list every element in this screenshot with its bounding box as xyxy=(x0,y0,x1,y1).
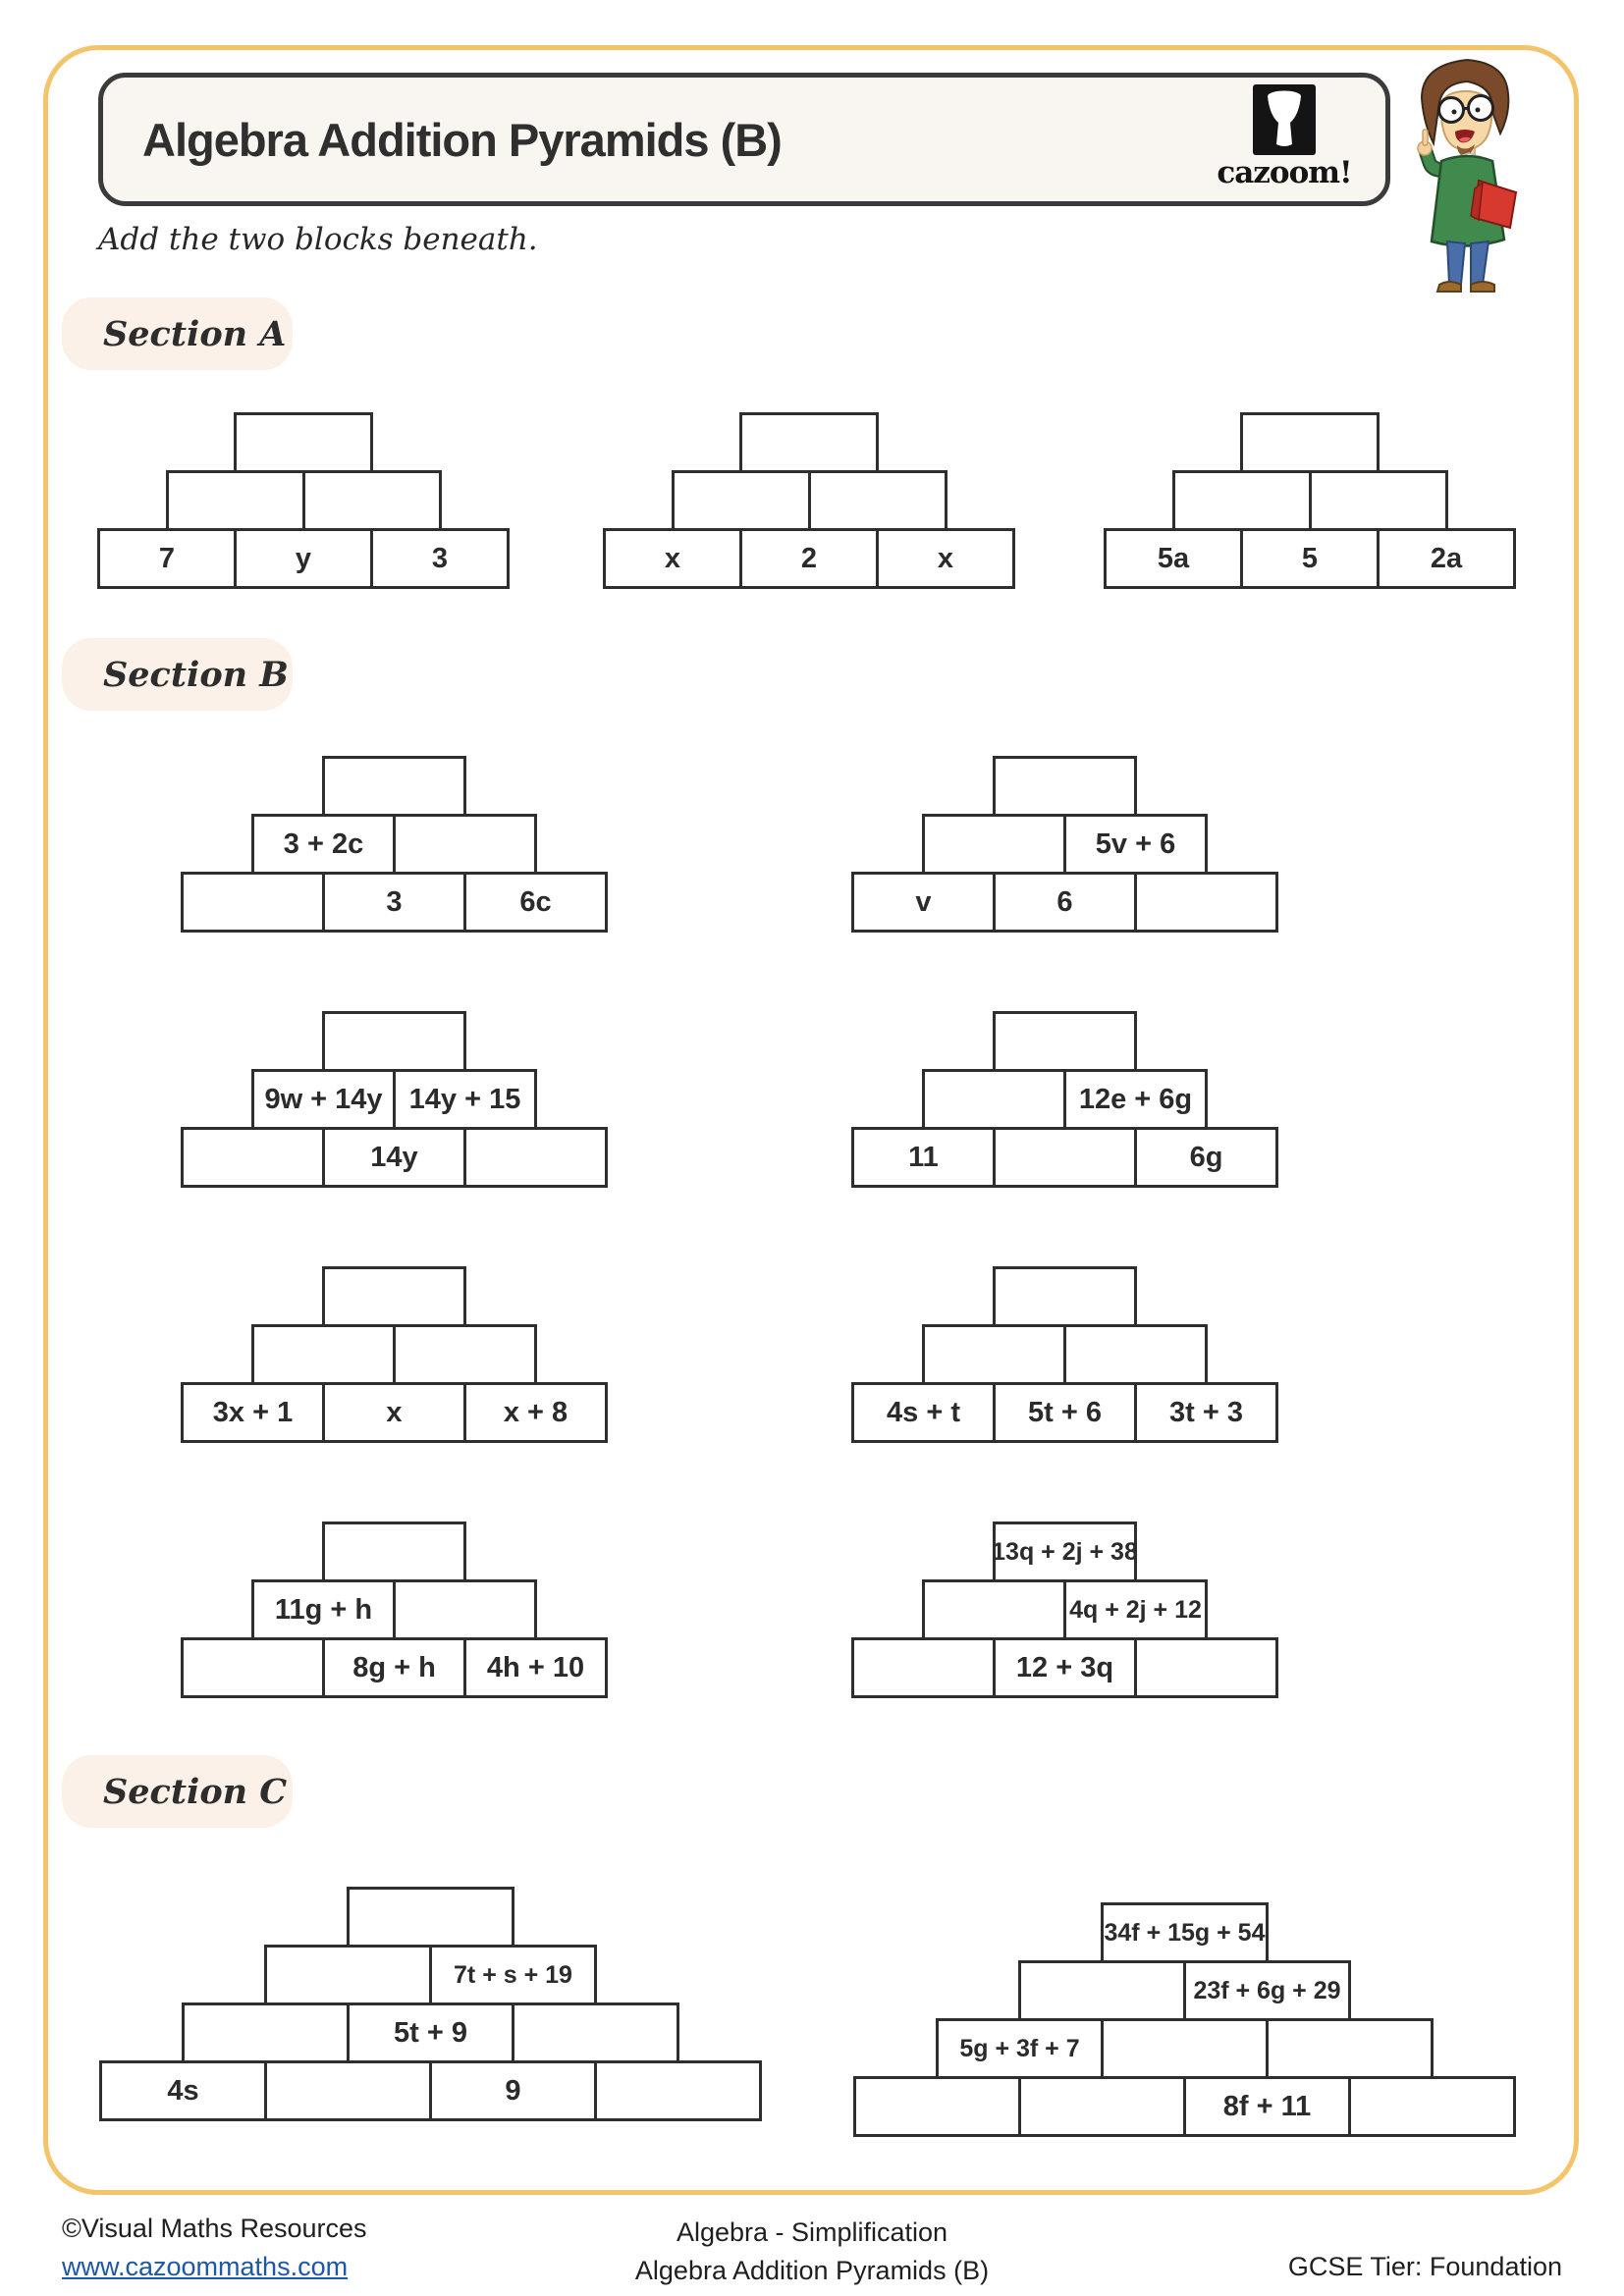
instruction-text: Add the two blocks beneath. xyxy=(98,222,538,257)
pyramid-cell-empty xyxy=(393,1579,537,1640)
pyramid-cell-empty xyxy=(463,1127,608,1188)
pyramid-row xyxy=(993,1522,1137,1582)
pyramid-cell-filled: 11 xyxy=(851,1127,996,1188)
pyramid-row xyxy=(181,872,608,933)
pyramid-cell-filled: 9 xyxy=(429,2060,597,2121)
pyramid-row xyxy=(264,1945,597,2005)
pyramid-row xyxy=(922,1324,1208,1385)
pyramid-cell-empty xyxy=(1172,470,1312,531)
pyramid-row xyxy=(251,814,537,875)
pyramid-cell-filled: 5g + 3f + 7 xyxy=(936,2018,1104,2079)
pyramid-row xyxy=(1018,1960,1351,2021)
pyramid-cell-empty xyxy=(322,1522,466,1582)
pyramid-cell-filled: 3 xyxy=(370,528,510,589)
pyramid-cell-empty xyxy=(993,1266,1137,1327)
pyramid-cell-empty xyxy=(922,814,1066,875)
pyramid-row xyxy=(97,528,510,589)
pyramid-cell-empty xyxy=(181,872,325,933)
pyramid-cell-filled: 8f + 11 xyxy=(1183,2076,1351,2137)
footer-tier: GCSE Tier: Foundation xyxy=(1287,2252,1562,2281)
pyramid-c2 xyxy=(853,1902,1516,2137)
pyramid-row xyxy=(1101,1902,1269,1963)
pyramid-cell-filled: 3x + 1 xyxy=(181,1382,325,1443)
pyramid-row xyxy=(739,412,879,473)
brand-text: cazoom! xyxy=(1217,155,1352,190)
pyramid-row xyxy=(181,1382,608,1443)
pyramid-cell-empty xyxy=(1240,412,1380,473)
pyramid-cell-filled: 6c xyxy=(463,872,608,933)
section-c-label-text: Section C xyxy=(103,1771,288,1812)
pyramid-cell-filled: 4s xyxy=(99,2060,267,2121)
pyramid-row xyxy=(993,1011,1137,1072)
pyramid-cell-filled: 13q + 2j + 38 xyxy=(993,1522,1137,1582)
pyramid-cell-filled: x xyxy=(603,528,742,589)
section-a-label xyxy=(62,297,293,370)
footer-topic: Algebra - Simplification xyxy=(676,2217,948,2247)
pyramid-cell-empty xyxy=(302,470,442,531)
pyramid-cell-empty xyxy=(181,1127,325,1188)
pyramid-c1 xyxy=(99,1887,762,2121)
pyramid-a1 xyxy=(97,412,510,589)
pyramid-cell-filled: 11g + h xyxy=(251,1579,396,1640)
pyramid-cell-empty xyxy=(1018,2076,1186,2137)
pyramid-cell-filled: 5 xyxy=(1240,528,1380,589)
pyramid-cell-empty xyxy=(322,1266,466,1327)
pyramid-cell-empty xyxy=(993,756,1137,817)
pyramid-cell-empty xyxy=(851,1637,996,1698)
pyramid-row xyxy=(672,470,947,531)
section-b-label-text: Section B xyxy=(103,654,289,695)
pyramid-cell-empty xyxy=(251,1324,396,1385)
pyramid-cell-filled: 6 xyxy=(993,872,1137,933)
pyramid-cell-filled: 3 xyxy=(322,872,466,933)
pyramid-cell-filled: 12 + 3q xyxy=(993,1637,1137,1698)
pyramid-cell-filled: 5v + 6 xyxy=(1063,814,1208,875)
section-b-label xyxy=(62,638,293,711)
pyramid-row xyxy=(322,1011,466,1072)
pyramid-cell-empty xyxy=(234,412,373,473)
pyramid-cell-empty xyxy=(922,1579,1066,1640)
pyramid-row xyxy=(922,1069,1208,1130)
teacher-illustration xyxy=(1392,51,1545,296)
section-c-label xyxy=(62,1755,293,1828)
pyramid-row xyxy=(603,528,1015,589)
pyramid-row xyxy=(181,1637,608,1698)
pyramid-cell-empty xyxy=(1348,2076,1516,2137)
pyramid-cell-filled: 12e + 6g xyxy=(1063,1069,1208,1130)
pyramid-cell-filled: 6g xyxy=(1134,1127,1278,1188)
pyramid-cell-empty xyxy=(993,1011,1137,1072)
pyramid-cell-filled: 14y xyxy=(322,1127,466,1188)
pyramid-row xyxy=(251,1579,537,1640)
pyramid-row xyxy=(922,1579,1208,1640)
pyramid-cell-empty xyxy=(1101,2018,1269,2079)
pyramid-cell-empty xyxy=(1134,1637,1278,1698)
pyramid-cell-filled: 8g + h xyxy=(322,1637,466,1698)
pyramid-b5 xyxy=(181,1266,608,1443)
title-box xyxy=(98,73,1390,206)
pyramid-cell-filled: 4q + 2j + 12 xyxy=(1063,1579,1208,1640)
page-footer xyxy=(0,2214,1624,2296)
pyramid-cell-empty xyxy=(512,2002,679,2063)
pyramid-row xyxy=(936,2018,1434,2079)
pyramid-row xyxy=(1104,528,1516,589)
pyramid-cell-empty xyxy=(739,412,879,473)
pyramid-row xyxy=(99,2060,762,2121)
pyramid-row xyxy=(993,1266,1137,1327)
pyramid-cell-filled: 5t + 9 xyxy=(347,2002,514,2063)
pyramid-a2 xyxy=(603,412,1015,589)
pyramid-b6 xyxy=(851,1266,1278,1443)
pyramid-cell-filled: x xyxy=(876,528,1015,589)
pyramid-cell-empty xyxy=(922,1324,1066,1385)
pyramid-row xyxy=(322,1266,466,1327)
pyramid-cell-empty xyxy=(264,2060,432,2121)
pyramid-row xyxy=(166,470,442,531)
pyramid-cell-filled: 3t + 3 xyxy=(1134,1382,1278,1443)
pyramid-cell-empty xyxy=(322,1011,466,1072)
pyramid-row xyxy=(993,756,1137,817)
pyramid-row xyxy=(181,1127,608,1188)
pyramid-cell-empty xyxy=(347,1887,514,1948)
pyramid-b3 xyxy=(181,1011,608,1188)
pyramid-cell-empty xyxy=(672,470,811,531)
pyramid-b7 xyxy=(181,1522,608,1698)
pyramid-row xyxy=(851,1637,1278,1698)
cazoom-logo xyxy=(1216,84,1353,190)
pyramid-cell-empty xyxy=(1063,1324,1208,1385)
pyramid-cell-empty xyxy=(393,814,537,875)
pyramid-cell-filled: 4s + t xyxy=(851,1382,996,1443)
pyramid-row xyxy=(851,1127,1278,1188)
drum-icon xyxy=(1253,84,1316,155)
pyramid-cell-empty xyxy=(264,1945,432,2005)
pyramid-cell-empty xyxy=(808,470,947,531)
pyramid-cell-filled: y xyxy=(234,528,373,589)
pyramid-cell-empty xyxy=(182,2002,350,2063)
pyramid-row xyxy=(322,1522,466,1582)
pyramid-cell-empty xyxy=(1309,470,1448,531)
footer-worksheet-name: Algebra Addition Pyramids (B) xyxy=(634,2256,990,2285)
pyramid-cell-filled: 4h + 10 xyxy=(463,1637,608,1698)
pyramid-row xyxy=(1240,412,1380,473)
pyramid-row xyxy=(1172,470,1448,531)
pyramid-cell-empty xyxy=(322,756,466,817)
pyramid-cell-filled: x xyxy=(322,1382,466,1443)
pyramid-cell-empty xyxy=(993,1127,1137,1188)
pyramid-cell-empty xyxy=(1134,872,1278,933)
pyramid-cell-empty xyxy=(181,1637,325,1698)
pyramid-row xyxy=(851,1382,1278,1443)
pyramid-cell-empty xyxy=(1266,2018,1434,2079)
pyramid-b4 xyxy=(851,1011,1278,1188)
pyramid-cell-filled: 7t + s + 19 xyxy=(429,1945,597,2005)
pyramid-a3 xyxy=(1104,412,1516,589)
pyramid-cell-filled: 7 xyxy=(97,528,237,589)
pyramid-cell-filled: 9w + 14y xyxy=(251,1069,396,1130)
copyright-text: ©Visual Maths Resources xyxy=(62,2214,367,2243)
pyramid-cell-filled: 5t + 6 xyxy=(993,1382,1137,1443)
pyramid-cell-filled: x + 8 xyxy=(463,1382,608,1443)
pyramid-row xyxy=(322,756,466,817)
pyramid-cell-empty xyxy=(1018,1960,1186,2021)
pyramid-cell-filled: v xyxy=(851,872,996,933)
pyramid-cell-empty xyxy=(594,2060,762,2121)
pyramid-row xyxy=(853,2076,1516,2137)
page-title: Algebra Addition Pyramids (B) xyxy=(142,113,782,166)
pyramid-b2 xyxy=(851,756,1278,933)
pyramid-row xyxy=(251,1324,537,1385)
pyramid-b8 xyxy=(851,1522,1278,1698)
pyramid-cell-filled: 3 + 2c xyxy=(251,814,396,875)
pyramid-row xyxy=(922,814,1208,875)
pyramid-cell-empty xyxy=(922,1069,1066,1130)
pyramid-b1 xyxy=(181,756,608,933)
pyramid-row xyxy=(182,2002,679,2063)
website-link[interactable]: www.cazoommaths.com xyxy=(62,2252,349,2281)
pyramid-cell-filled: 2 xyxy=(739,528,879,589)
pyramid-cell-empty xyxy=(393,1324,537,1385)
pyramid-row xyxy=(234,412,373,473)
pyramid-cell-filled: 14y + 15 xyxy=(393,1069,537,1130)
pyramid-row xyxy=(347,1887,514,1948)
pyramid-cell-empty xyxy=(853,2076,1021,2137)
pyramid-cell-filled: 2a xyxy=(1377,528,1516,589)
section-a-label-text: Section A xyxy=(103,313,287,354)
pyramid-row xyxy=(251,1069,537,1130)
pyramid-cell-empty xyxy=(166,470,305,531)
pyramid-cell-filled: 34f + 15g + 54 xyxy=(1101,1902,1269,1963)
pyramid-cell-filled: 23f + 6g + 29 xyxy=(1183,1960,1351,2021)
pyramid-cell-filled: 5a xyxy=(1104,528,1243,589)
pyramid-row xyxy=(851,872,1278,933)
